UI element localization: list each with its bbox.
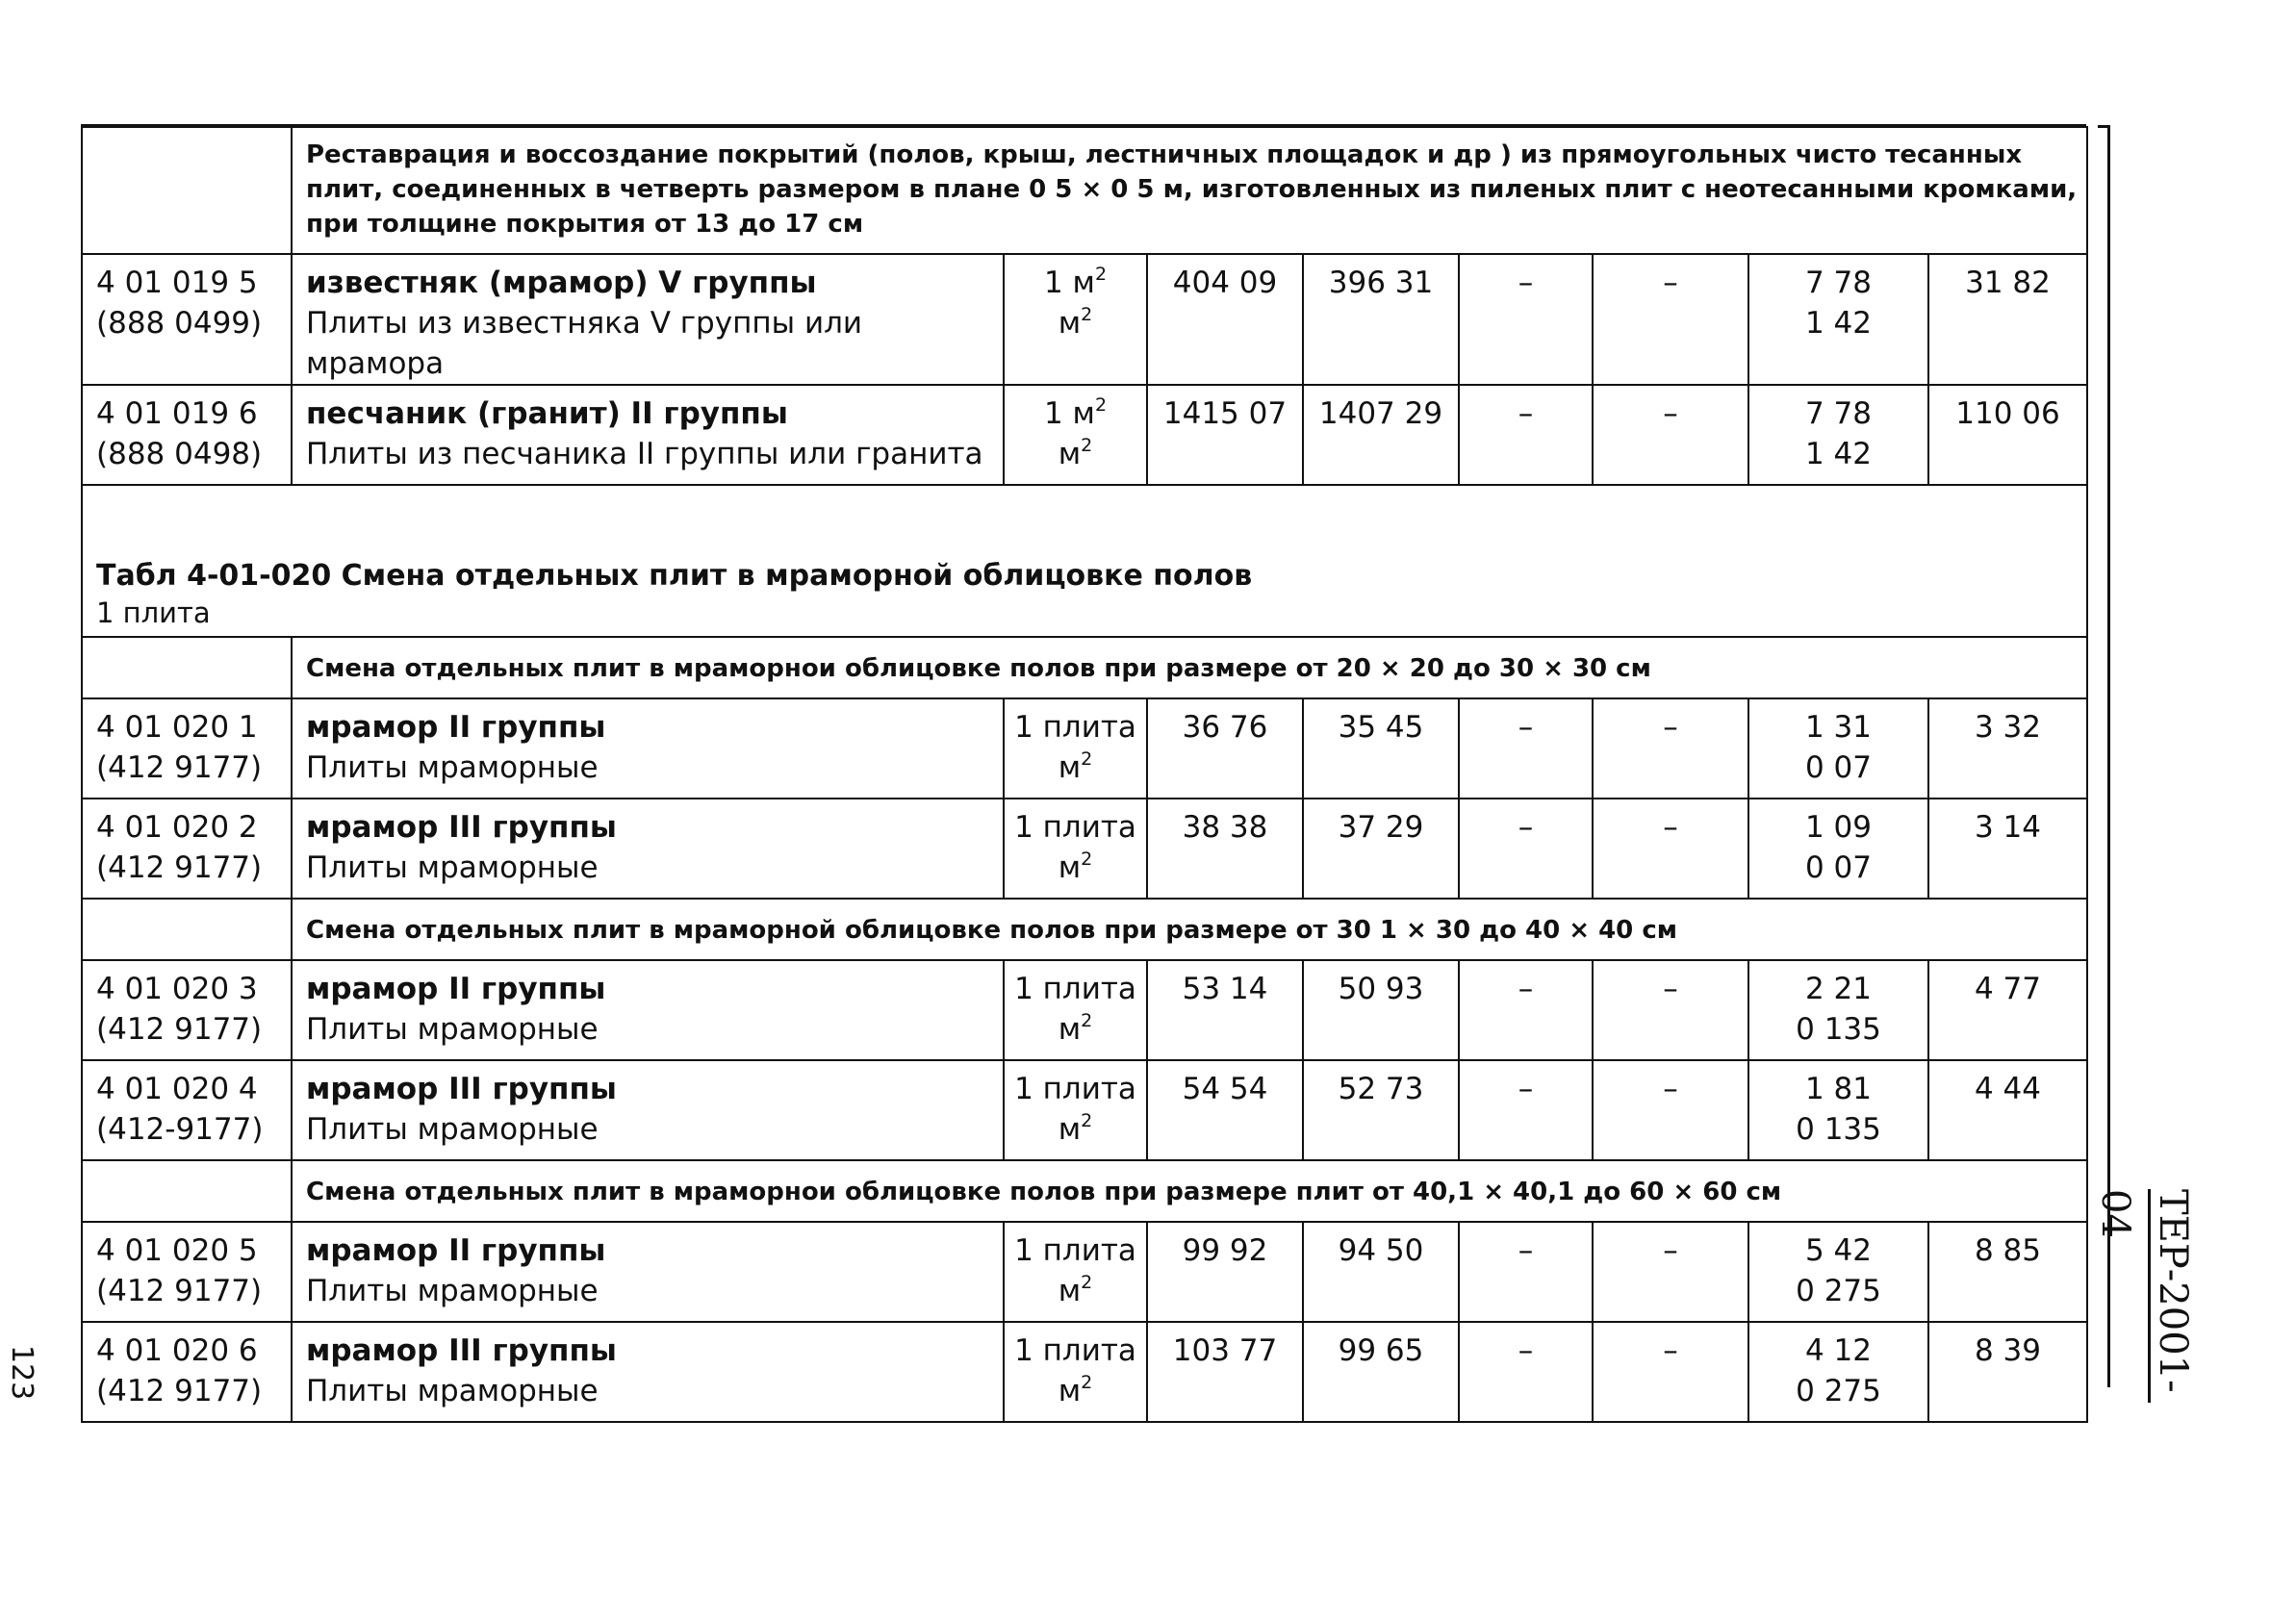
value-v6: 110 06: [1955, 396, 2060, 431]
section-header: Реставрация и воссоздание покрытий (полов, крыш, лестничных площадок и др ) из прямоугольных чисто тесанных плит, соединенных в четверть размером в плане 0 5 × 0 5 м, изготовленных из пиленых плит с неотесанными кромками, при толщине покрытия от 13 до 17 см: [292, 127, 2087, 254]
value-v5b: 1 42: [1804, 306, 1873, 341]
row-resource-code: (412 9177): [96, 750, 263, 785]
empty-code-cell: [82, 1160, 292, 1222]
value-v2: 50 93: [1338, 972, 1424, 1006]
value-v3: –: [1518, 972, 1534, 1006]
unit-exponent: 2: [1081, 1110, 1093, 1131]
row-material: Плиты мраморные: [306, 1274, 599, 1308]
unit-line-2: [1005, 1371, 1146, 1411]
row-code: 4 01 019 6: [96, 396, 258, 431]
row-code: 4 01 020 6: [96, 1333, 258, 1368]
value-v5b: 0 275: [1796, 1274, 1881, 1308]
value-v6: 3 14: [1974, 810, 2042, 845]
value-v3: –: [1518, 1072, 1534, 1106]
unit-cell: [1004, 698, 1147, 799]
unit-line-2: [1005, 1271, 1146, 1311]
unit-exponent: 2: [1081, 1372, 1093, 1393]
name-cell: [292, 1060, 1004, 1160]
row-name: мрамор II группы: [306, 972, 606, 1006]
value-cell-v3: [1459, 698, 1593, 799]
code-cell: [82, 1222, 292, 1322]
value-cell-v2: [1303, 799, 1459, 899]
unit-cell: [1004, 960, 1147, 1060]
name-cell: [292, 1222, 1004, 1322]
value-cell-v1: [1147, 385, 1303, 485]
table-row: [82, 698, 2087, 799]
row-resource-code: (412 9177): [96, 1012, 263, 1047]
value-v6: 4 44: [1974, 1072, 2042, 1106]
unit-line-2: [1005, 303, 1146, 343]
name-cell: [292, 698, 1004, 799]
name-cell: [292, 254, 1004, 385]
unit-line-1: [1005, 1331, 1146, 1371]
value-cell-v6: [1928, 1060, 2087, 1160]
unit-line-1: [1005, 1230, 1146, 1271]
value-cell-v1: [1147, 799, 1303, 899]
section-header-row: [82, 127, 2087, 254]
value-cell-v4: [1593, 799, 1748, 899]
value-v3: –: [1518, 710, 1534, 745]
value-cell-v2: [1303, 1060, 1459, 1160]
value-cell-v4: [1593, 385, 1748, 485]
code-cell: [82, 254, 292, 385]
value-cell-v6: [1928, 254, 2087, 385]
value-cell-v3: [1459, 960, 1593, 1060]
unit-exponent: 2: [1094, 264, 1108, 285]
unit-material: м: [1058, 1012, 1082, 1047]
value-v5b: 0 07: [1804, 750, 1873, 785]
value-v1: 54 54: [1182, 1072, 1268, 1106]
value-cell-v3: [1459, 1222, 1593, 1322]
value-cell-v3: [1459, 385, 1593, 485]
value-v1: 36 76: [1182, 710, 1268, 745]
value-v3: –: [1518, 396, 1534, 431]
row-code: 4 01 020 3: [96, 972, 258, 1006]
unit-exponent: 2: [1081, 1272, 1093, 1293]
unit-line-2: [1005, 434, 1146, 474]
document-code: ТЕР-2001-04: [2093, 1189, 2195, 1393]
value-cell-v5: [1748, 1322, 1928, 1422]
value-cell-v2: [1303, 1222, 1459, 1322]
empty-code-cell: [82, 127, 292, 254]
row-resource-code: (412 9177): [96, 850, 263, 885]
value-cell-v6: [1928, 1222, 2087, 1322]
value-cell-v1: [1147, 254, 1303, 385]
value-cell-v4: [1593, 960, 1748, 1060]
value-v5a: 2 21: [1804, 972, 1873, 1006]
value-cell-v2: [1303, 698, 1459, 799]
value-v5b: 0 135: [1796, 1112, 1881, 1147]
value-cell-v6: [1928, 385, 2087, 485]
name-cell: [292, 1322, 1004, 1422]
unit-line-1: [1005, 263, 1146, 303]
row-material: Плиты из известняка V группы или мрамора: [306, 306, 863, 381]
unit-line-2: [1005, 1009, 1146, 1050]
value-cell-v4: [1593, 1060, 1748, 1160]
unit-cell: [1004, 385, 1147, 485]
table-row: [82, 960, 2087, 1060]
value-v2: 94 50: [1338, 1233, 1424, 1268]
row-resource-code: (412 9177): [96, 1374, 263, 1408]
row-material: Плиты мраморные: [306, 1112, 599, 1147]
row-resource-code: (412-9177): [96, 1112, 264, 1147]
value-cell-v1: [1147, 1060, 1303, 1160]
name-cell: [292, 385, 1004, 485]
value-v1: 38 38: [1182, 810, 1268, 845]
row-code: 4 01 019 5: [96, 266, 258, 300]
unit-material: м: [1058, 850, 1082, 885]
unit-primary: 1 плита: [1014, 710, 1136, 745]
value-v4: –: [1663, 810, 1678, 845]
unit-cell: [1004, 254, 1147, 385]
group-header: Смена отдельных плит в мраморной облицовке полов при размере от 30 1 × 30 до 40 × 40 см: [292, 899, 2087, 960]
value-v4: –: [1663, 710, 1678, 745]
unit-cell: [1004, 1322, 1147, 1422]
code-cell: [82, 960, 292, 1060]
value-v2: 35 45: [1338, 710, 1424, 745]
value-v2: 99 65: [1338, 1333, 1424, 1368]
unit-material: м: [1058, 750, 1082, 785]
value-v1: 404 09: [1172, 266, 1278, 300]
empty-code-cell: [82, 899, 292, 960]
value-cell-v5: [1748, 1060, 1928, 1160]
unit-line-1: [1005, 393, 1146, 434]
row-material: Плиты из песчаника II группы или гранита: [306, 437, 983, 471]
value-v6: 31 82: [1965, 266, 2051, 300]
value-cell-v3: [1459, 1322, 1593, 1422]
table-row: [82, 254, 2087, 385]
unit-primary: 1 м: [1043, 266, 1095, 300]
value-cell-v1: [1147, 1222, 1303, 1322]
unit-exponent: 2: [1094, 394, 1108, 416]
unit-cell: [1004, 799, 1147, 899]
row-resource-code: (888 0498): [96, 437, 263, 471]
value-v3: –: [1518, 810, 1534, 845]
value-v5b: 0 07: [1804, 850, 1873, 885]
row-name: мрамор III группы: [306, 1072, 617, 1106]
row-code: 4 01 020 1: [96, 710, 258, 745]
row-code: 4 01 020 2: [96, 810, 258, 845]
value-v6: 8 39: [1974, 1333, 2042, 1368]
group-header-row: [82, 637, 2087, 698]
page-number: 123: [5, 1345, 38, 1401]
value-v4: –: [1663, 1233, 1678, 1268]
code-cell: [82, 698, 292, 799]
value-v2: 1407 29: [1318, 396, 1443, 431]
value-cell-v4: [1593, 1222, 1748, 1322]
value-v5b: 0 135: [1796, 1012, 1881, 1047]
value-cell-v5: [1748, 799, 1928, 899]
value-v5a: 7 78: [1804, 266, 1873, 300]
value-cell-v6: [1928, 698, 2087, 799]
unit-primary: 1 плита: [1014, 1072, 1136, 1106]
group-header-row: [82, 1160, 2087, 1222]
row-name: мрамор II группы: [306, 1233, 606, 1268]
unit-exponent: 2: [1081, 1010, 1093, 1031]
unit-exponent: 2: [1081, 304, 1093, 325]
unit-exponent: 2: [1081, 748, 1093, 770]
row-name: мрамор III группы: [306, 810, 617, 845]
value-v3: –: [1518, 1333, 1534, 1368]
table-row: [82, 1322, 2087, 1422]
value-v6: 3 32: [1974, 710, 2042, 745]
value-v4: –: [1663, 1333, 1678, 1368]
value-v5a: 4 12: [1804, 1333, 1873, 1368]
row-material: Плиты мраморные: [306, 750, 599, 785]
value-cell-v5: [1748, 960, 1928, 1060]
row-material: Плиты мраморные: [306, 1012, 599, 1047]
value-cell-v5: [1748, 254, 1928, 385]
value-v5a: 1 81: [1804, 1072, 1873, 1106]
name-cell: [292, 960, 1004, 1060]
value-cell-v4: [1593, 1322, 1748, 1422]
unit-primary: 1 плита: [1014, 1333, 1136, 1368]
unit-primary: 1 плита: [1014, 1233, 1136, 1268]
row-name: мрамор III группы: [306, 1333, 617, 1368]
group-header: Смена отдельных плит в мраморнои облицовке полов при размере плит от 40,1 × 40,1 до 60 × 60 см: [292, 1160, 2087, 1222]
row-material: Плиты мраморные: [306, 850, 599, 885]
unit-line-2: [1005, 1109, 1146, 1150]
value-v4: –: [1663, 396, 1678, 431]
unit-material: м: [1058, 437, 1082, 471]
value-v3: –: [1518, 266, 1534, 300]
value-v5b: 0 275: [1796, 1374, 1881, 1408]
unit-exponent: 2: [1081, 849, 1093, 870]
row-material: Плиты мраморные: [306, 1374, 599, 1408]
value-v1: 99 92: [1182, 1233, 1268, 1268]
value-cell-v2: [1303, 960, 1459, 1060]
unit-line-1: [1005, 1069, 1146, 1109]
unit-cell: [1004, 1060, 1147, 1160]
value-cell-v1: [1147, 960, 1303, 1060]
row-name: песчаник (гранит) II группы: [306, 396, 788, 431]
value-v6: 8 85: [1974, 1233, 2042, 1268]
value-cell-v1: [1147, 1322, 1303, 1422]
table-caption: [82, 485, 2087, 637]
table-caption-unit: 1 плита: [96, 596, 211, 629]
unit-cell: [1004, 1222, 1147, 1322]
unit-material: м: [1058, 1274, 1082, 1308]
value-v4: –: [1663, 1072, 1678, 1106]
value-cell-v2: [1303, 385, 1459, 485]
unit-material: м: [1058, 1374, 1082, 1408]
unit-line-2: [1005, 748, 1146, 788]
unit-exponent: 2: [1081, 435, 1093, 456]
value-cell-v3: [1459, 254, 1593, 385]
row-resource-code: (412 9177): [96, 1274, 263, 1308]
row-code: 4 01 020 5: [96, 1233, 258, 1268]
code-cell: [82, 1060, 292, 1160]
value-v5a: 5 42: [1804, 1233, 1873, 1268]
table-row: [82, 1222, 2087, 1322]
value-v2: 52 73: [1338, 1072, 1424, 1106]
value-cell-v5: [1748, 385, 1928, 485]
value-cell-v5: [1748, 1222, 1928, 1322]
unit-material: м: [1058, 1112, 1082, 1147]
name-cell: [292, 799, 1004, 899]
code-cell: [82, 385, 292, 485]
empty-code-cell: [82, 637, 292, 698]
table-caption-title: Табл 4-01-020 Смена отдельных плит в мраморной облицовке полов: [96, 559, 1253, 593]
unit-primary: 1 плита: [1014, 972, 1136, 1006]
value-v5b: 1 42: [1804, 437, 1873, 471]
row-code: 4 01 020 4: [96, 1072, 258, 1106]
value-v1: 53 14: [1182, 972, 1268, 1006]
value-v6: 4 77: [1974, 972, 2042, 1006]
value-cell-v2: [1303, 1322, 1459, 1422]
unit-line-2: [1005, 848, 1146, 888]
value-v4: –: [1663, 972, 1678, 1006]
row-name: мрамор II группы: [306, 710, 606, 745]
value-cell-v1: [1147, 698, 1303, 799]
row-resource-code: (888 0499): [96, 306, 263, 341]
code-cell: [82, 799, 292, 899]
table-row: [82, 385, 2087, 485]
value-v4: –: [1663, 266, 1678, 300]
value-cell-v6: [1928, 799, 2087, 899]
value-cell-v2: [1303, 254, 1459, 385]
value-v5a: 1 09: [1804, 810, 1873, 845]
value-cell-v3: [1459, 1060, 1593, 1160]
table-row: [82, 1060, 2087, 1160]
value-v1: 1415 07: [1162, 396, 1288, 431]
table-caption-row: [82, 485, 2087, 637]
unit-primary: 1 м: [1043, 396, 1095, 431]
group-header-row: [82, 899, 2087, 960]
unit-material: м: [1058, 306, 1082, 341]
value-cell-v6: [1928, 960, 2087, 1060]
value-cell-v4: [1593, 698, 1748, 799]
value-v2: 396 31: [1328, 266, 1434, 300]
value-cell-v5: [1748, 698, 1928, 799]
unit-line-1: [1005, 969, 1146, 1009]
value-cell-v6: [1928, 1322, 2087, 1422]
group-header: Смена отдельных плит в мраморнои облицовке полов при размере от 20 × 20 до 30 × 30 см: [292, 637, 2087, 698]
value-v3: –: [1518, 1233, 1534, 1268]
unit-line-1: [1005, 807, 1146, 848]
value-v5a: 7 78: [1804, 396, 1873, 431]
value-v2: 37 29: [1338, 810, 1424, 845]
unit-line-1: [1005, 707, 1146, 748]
table-row: [82, 799, 2087, 899]
row-name: известняк (мрамор) V группы: [306, 266, 817, 300]
value-v5a: 1 31: [1804, 710, 1873, 745]
value-cell-v3: [1459, 799, 1593, 899]
table-body: [82, 127, 2087, 1422]
unit-primary: 1 плита: [1014, 810, 1136, 845]
price-table: [81, 126, 2088, 1423]
value-cell-v4: [1593, 254, 1748, 385]
value-v1: 103 77: [1172, 1333, 1278, 1368]
code-cell: [82, 1322, 292, 1422]
